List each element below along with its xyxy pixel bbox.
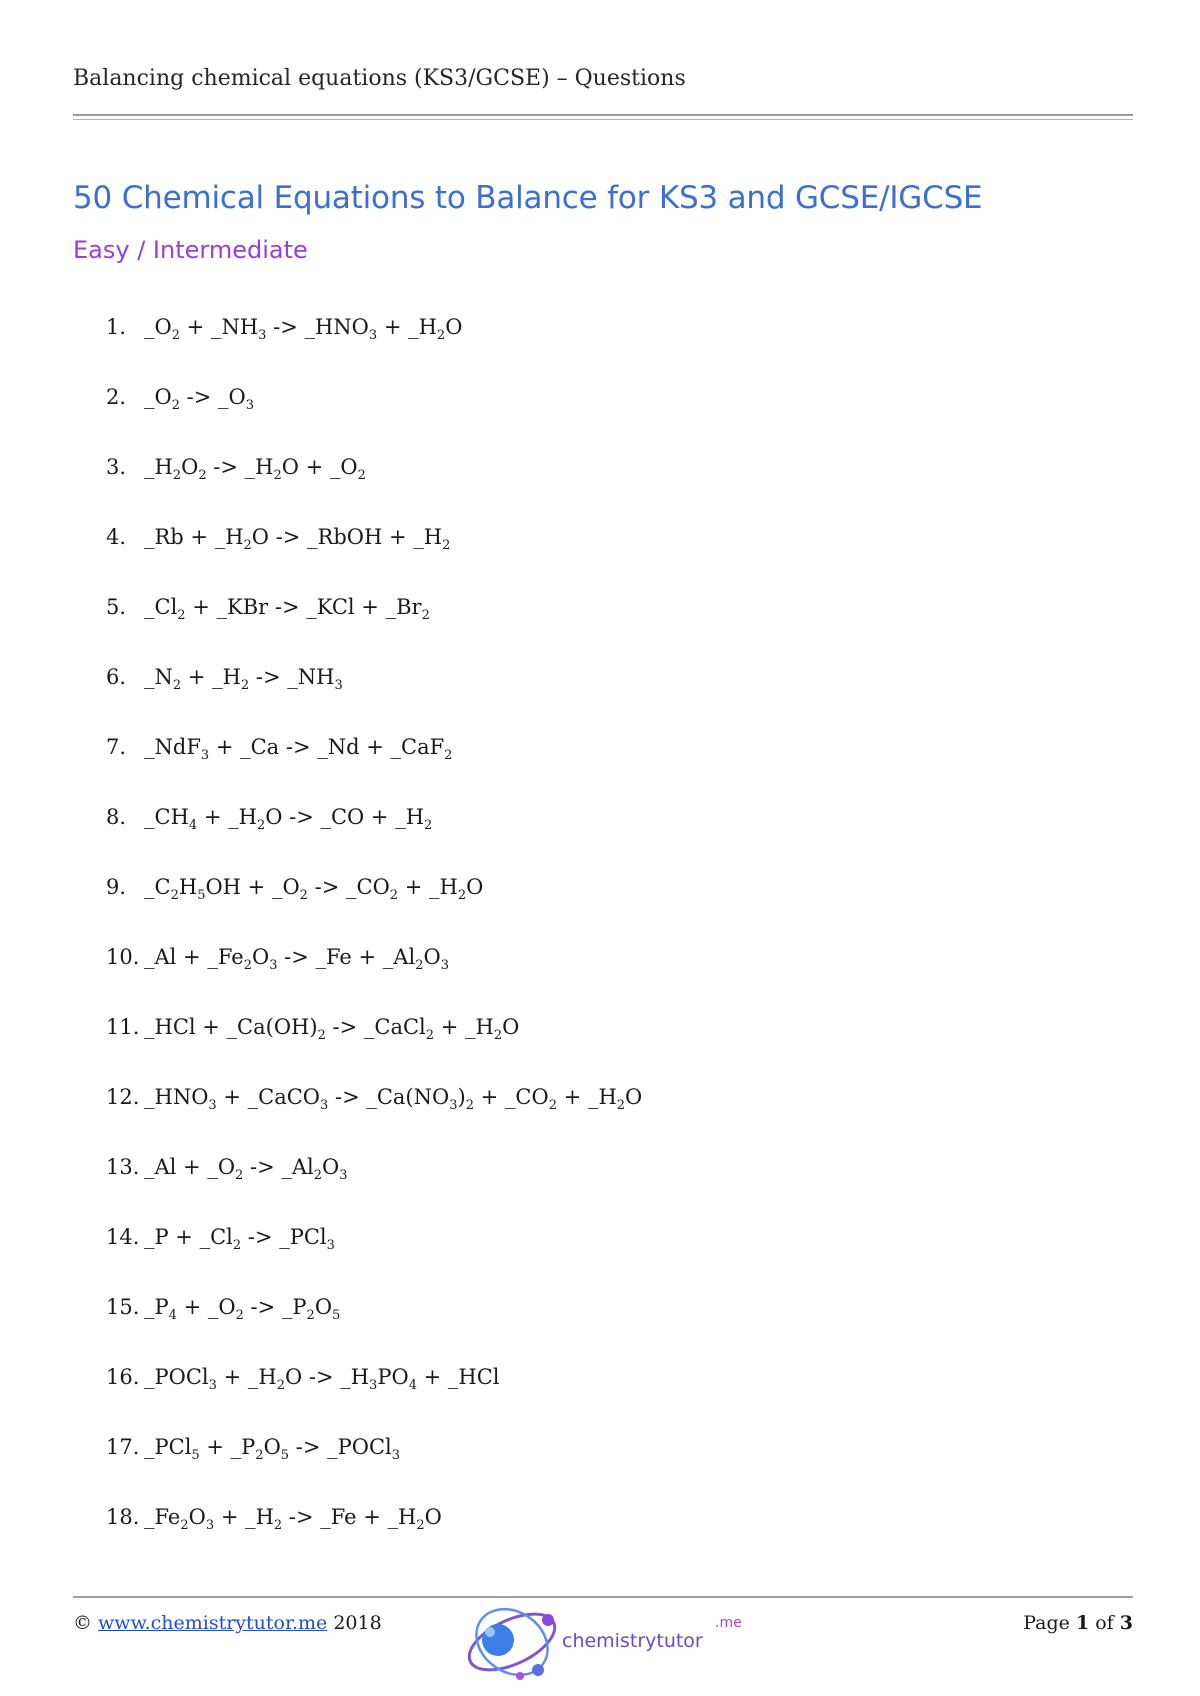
website-link[interactable]: www.chemistrytutor.me: [98, 1612, 328, 1634]
equation-subscript: 2: [299, 888, 308, 904]
equation-text: + _O: [176, 1295, 236, 1319]
equation-text: -> _PCl: [241, 1225, 327, 1249]
equation-item: [106, 1435, 642, 1505]
equation-subscript: 3: [320, 1098, 329, 1114]
equation-item: [106, 735, 642, 805]
equation-text: O: [445, 315, 463, 339]
equation-subscript: 2: [171, 398, 180, 414]
equation-subscript: 2: [198, 468, 207, 484]
equation-text: _O: [144, 315, 172, 339]
equation-text: + _H: [398, 875, 458, 899]
equation-text: + _CO: [473, 1085, 549, 1109]
equation-subscript: 2: [256, 818, 266, 834]
page-total: 3: [1119, 1612, 1133, 1634]
equation-subscript: 3: [258, 328, 267, 344]
equation-text: -> _Fe + _H: [282, 1505, 417, 1529]
equation-text: + _CaCO: [216, 1085, 321, 1109]
equation-text: -> _H: [206, 455, 274, 479]
equation-subscript: 4: [188, 818, 198, 834]
equation-subscript: 2: [442, 538, 451, 554]
equation-item: [106, 805, 642, 875]
equation-subscript: 2: [243, 958, 252, 974]
equation-item: [106, 1225, 642, 1295]
equation-subscript: 2: [424, 818, 433, 834]
equation-text: -> _CaCl: [325, 1015, 426, 1039]
equation-number: 17.: [106, 1435, 140, 1459]
equation-subscript: 5: [280, 1448, 290, 1464]
equation-text: _O: [144, 385, 172, 409]
equation-subscript: 2: [177, 608, 186, 624]
equation-subscript: 2: [240, 678, 250, 694]
page-subtitle: Easy / Intermediate: [73, 236, 308, 264]
equation-item: [106, 525, 642, 595]
equation-subscript: 3: [205, 1518, 215, 1534]
equation-subscript: 5: [197, 888, 206, 904]
equation-subscript: 2: [172, 678, 182, 694]
page-title: 50 Chemical Equations to Balance for KS3 and GCSE/IGCSE: [73, 180, 983, 216]
equation-text: -> _P: [243, 1295, 307, 1319]
equation-item: [106, 1015, 642, 1085]
equation-text: + _NH: [180, 315, 259, 339]
equation-subscript: 3: [208, 1098, 217, 1114]
equation-number: 15.: [106, 1295, 140, 1319]
equation-text: O + _O: [281, 455, 358, 479]
equation-number: 14.: [106, 1225, 140, 1249]
equation-number: 10.: [106, 945, 140, 969]
equation-item: [106, 455, 642, 525]
equation-text: -> _HNO: [266, 315, 369, 339]
footer-year: 2018: [333, 1612, 382, 1634]
equation-subscript: 3: [440, 958, 449, 974]
equation-subscript: 2: [171, 328, 180, 344]
chemistrytutor-logo[interactable]: [460, 1598, 750, 1688]
equation-subscript: 3: [326, 1238, 335, 1254]
equation-text: O: [322, 1155, 340, 1179]
equation-number: 1.: [106, 315, 127, 339]
equation-text: _Al + _O: [144, 1155, 236, 1179]
equation-text: -> _CO: [307, 875, 390, 899]
equation-text: O: [251, 945, 270, 969]
equation-subscript: 2: [421, 608, 430, 624]
equation-subscript: 3: [200, 748, 210, 764]
equation-item: [106, 665, 642, 735]
equation-subscript: 2: [243, 538, 252, 554]
equation-text: -> _O: [180, 385, 246, 409]
equation-subscript: 2: [273, 1518, 283, 1534]
equation-text: + _H: [434, 1015, 494, 1039]
header-divider-thin: [73, 119, 1133, 120]
equation-text: _P: [144, 1295, 169, 1319]
equation-subscript: 2: [415, 958, 424, 974]
equation-subscript: 2: [389, 888, 399, 904]
equation-item: [106, 315, 642, 385]
page-indicator: [1023, 1612, 1133, 1634]
equation-text: OH + _O: [205, 875, 300, 899]
copyright-symbol: ©: [73, 1612, 92, 1634]
equation-subscript: 2: [444, 748, 453, 764]
equation-text: _PCl: [144, 1435, 192, 1459]
equation-number: 12.: [106, 1085, 140, 1109]
equation-subscript: 3: [334, 678, 343, 694]
equation-subscript: 2: [180, 1518, 189, 1534]
equation-number: 3.: [106, 455, 127, 479]
equation-number: 11.: [106, 1015, 140, 1039]
equation-subscript: 3: [339, 1168, 348, 1184]
equation-text: + _H: [557, 1085, 617, 1109]
equation-number: 2.: [106, 385, 127, 409]
equation-subscript: 3: [245, 398, 255, 414]
equation-subscript: 2: [357, 468, 366, 484]
equation-subscript: 2: [313, 1168, 323, 1184]
equation-text: -> _POCl: [289, 1435, 392, 1459]
equation-text: _NdF: [144, 735, 201, 759]
equation-text: + _P: [199, 1435, 256, 1459]
logo-wordmark: chemistrytutor: [562, 1630, 703, 1652]
equation-text: _POCl: [144, 1365, 209, 1389]
equation-subscript: 2: [172, 468, 182, 484]
footer-copyright: [73, 1612, 382, 1634]
equation-text: + _Ca -> _Nd + _CaF: [209, 735, 445, 759]
equation-text: O: [466, 875, 484, 899]
equation-text: _P + _Cl: [144, 1225, 233, 1249]
equation-text: PO: [377, 1365, 409, 1389]
equation-subscript: 2: [457, 888, 467, 904]
equation-subscript: 2: [255, 1448, 264, 1464]
equation-text: -> _NH: [249, 665, 335, 689]
equation-subscript: 2: [276, 1378, 285, 1394]
header-divider: [73, 114, 1133, 116]
equation-text: O: [181, 455, 199, 479]
equation-subscript: 5: [332, 1308, 341, 1324]
equation-subscript: 2: [616, 1098, 626, 1114]
equation-text: + _HCl: [416, 1365, 500, 1389]
equation-text: _HCl + _Ca(OH): [144, 1015, 318, 1039]
equation-item: [106, 1365, 642, 1435]
equation-subscript: 2: [465, 1098, 474, 1114]
equation-item: [106, 1505, 642, 1575]
page-current: 1: [1075, 1612, 1090, 1634]
equation-text: + _H: [377, 315, 437, 339]
equation-subscript: 3: [208, 1378, 217, 1394]
equation-text: -> _Ca(NO: [328, 1085, 450, 1109]
equation-text: O -> _RbOH + _H: [251, 525, 443, 549]
equation-subscript: 2: [170, 888, 179, 904]
equation-text: O -> _H: [284, 1365, 370, 1389]
equation-text: O: [423, 945, 441, 969]
page-of: of: [1095, 1612, 1114, 1634]
equation-item: [106, 945, 642, 1015]
equation-text: + _H: [197, 805, 257, 829]
equation-item: [106, 1155, 642, 1225]
equation-text: O: [625, 1085, 643, 1109]
equation-text: _H: [144, 455, 173, 479]
equation-text: O: [314, 1295, 333, 1319]
logo-orbit-icon: [460, 1598, 570, 1688]
equation-subscript: 2: [416, 1518, 425, 1534]
equation-number: 5.: [106, 595, 127, 619]
equation-text: _Rb + _H: [144, 525, 244, 549]
equation-number: 7.: [106, 735, 127, 759]
equation-text: O: [188, 1505, 206, 1529]
equation-text: + _H: [214, 1505, 274, 1529]
equation-item: [106, 595, 642, 665]
equation-text: ): [457, 1085, 466, 1109]
equation-subscript: 3: [269, 958, 278, 974]
equation-text: _N: [144, 665, 173, 689]
equation-subscript: 2: [436, 328, 446, 344]
equation-number: 8.: [106, 805, 127, 829]
equation-text: + _KBr -> _KCl + _Br: [185, 595, 422, 619]
equation-number: 9.: [106, 875, 127, 899]
header-title: Balancing chemical equations (KS3/GCSE) – Questions: [73, 66, 686, 91]
equation-subscript: 4: [168, 1308, 177, 1324]
equation-subscript: 3: [449, 1098, 458, 1114]
equation-subscript: 2: [235, 1168, 244, 1184]
equation-subscript: 2: [273, 468, 282, 484]
page-label: Page: [1023, 1612, 1070, 1634]
equation-text: _C: [144, 875, 171, 899]
equation-text: + _H: [216, 1365, 277, 1389]
equation-text: _Al + _Fe: [144, 945, 244, 969]
equation-subscript: 2: [232, 1238, 242, 1254]
equation-text: _HNO: [144, 1085, 209, 1109]
equation-subscript: 2: [425, 1028, 435, 1044]
equation-text: _Cl: [144, 595, 178, 619]
equation-text: H: [178, 875, 198, 899]
equation-number: 16.: [106, 1365, 140, 1389]
equation-subscript: 2: [306, 1308, 315, 1324]
equation-text: -> _Fe + _Al: [277, 945, 416, 969]
equation-text: O: [424, 1505, 442, 1529]
equation-item: [106, 385, 642, 455]
logo-suffix: .me: [715, 1615, 742, 1631]
equation-subscript: 3: [391, 1448, 401, 1464]
equation-text: _CH: [144, 805, 189, 829]
equation-text: + _H: [181, 665, 241, 689]
equation-subscript: 4: [408, 1378, 417, 1394]
equation-subscript: 2: [493, 1028, 503, 1044]
equation-number: 6.: [106, 665, 127, 689]
equation-subscript: 5: [191, 1448, 200, 1464]
equation-text: O: [502, 1015, 520, 1039]
equation-list: [106, 315, 642, 1575]
equation-text: O -> _CO + _H: [265, 805, 425, 829]
equation-item: [106, 1295, 642, 1365]
equation-text: -> _Al: [243, 1155, 314, 1179]
equation-item: [106, 875, 642, 945]
equation-subscript: 2: [317, 1028, 326, 1044]
equation-text: O: [263, 1435, 281, 1459]
equation-subscript: 3: [368, 328, 378, 344]
equation-number: 13.: [106, 1155, 140, 1179]
equation-number: 4.: [106, 525, 127, 549]
equation-subscript: 2: [235, 1308, 244, 1324]
equation-number: 18.: [106, 1505, 140, 1529]
equation-item: [106, 1085, 642, 1155]
equation-text: _Fe: [144, 1505, 181, 1529]
equation-subscript: 2: [548, 1098, 557, 1114]
equation-subscript: 3: [369, 1378, 378, 1394]
